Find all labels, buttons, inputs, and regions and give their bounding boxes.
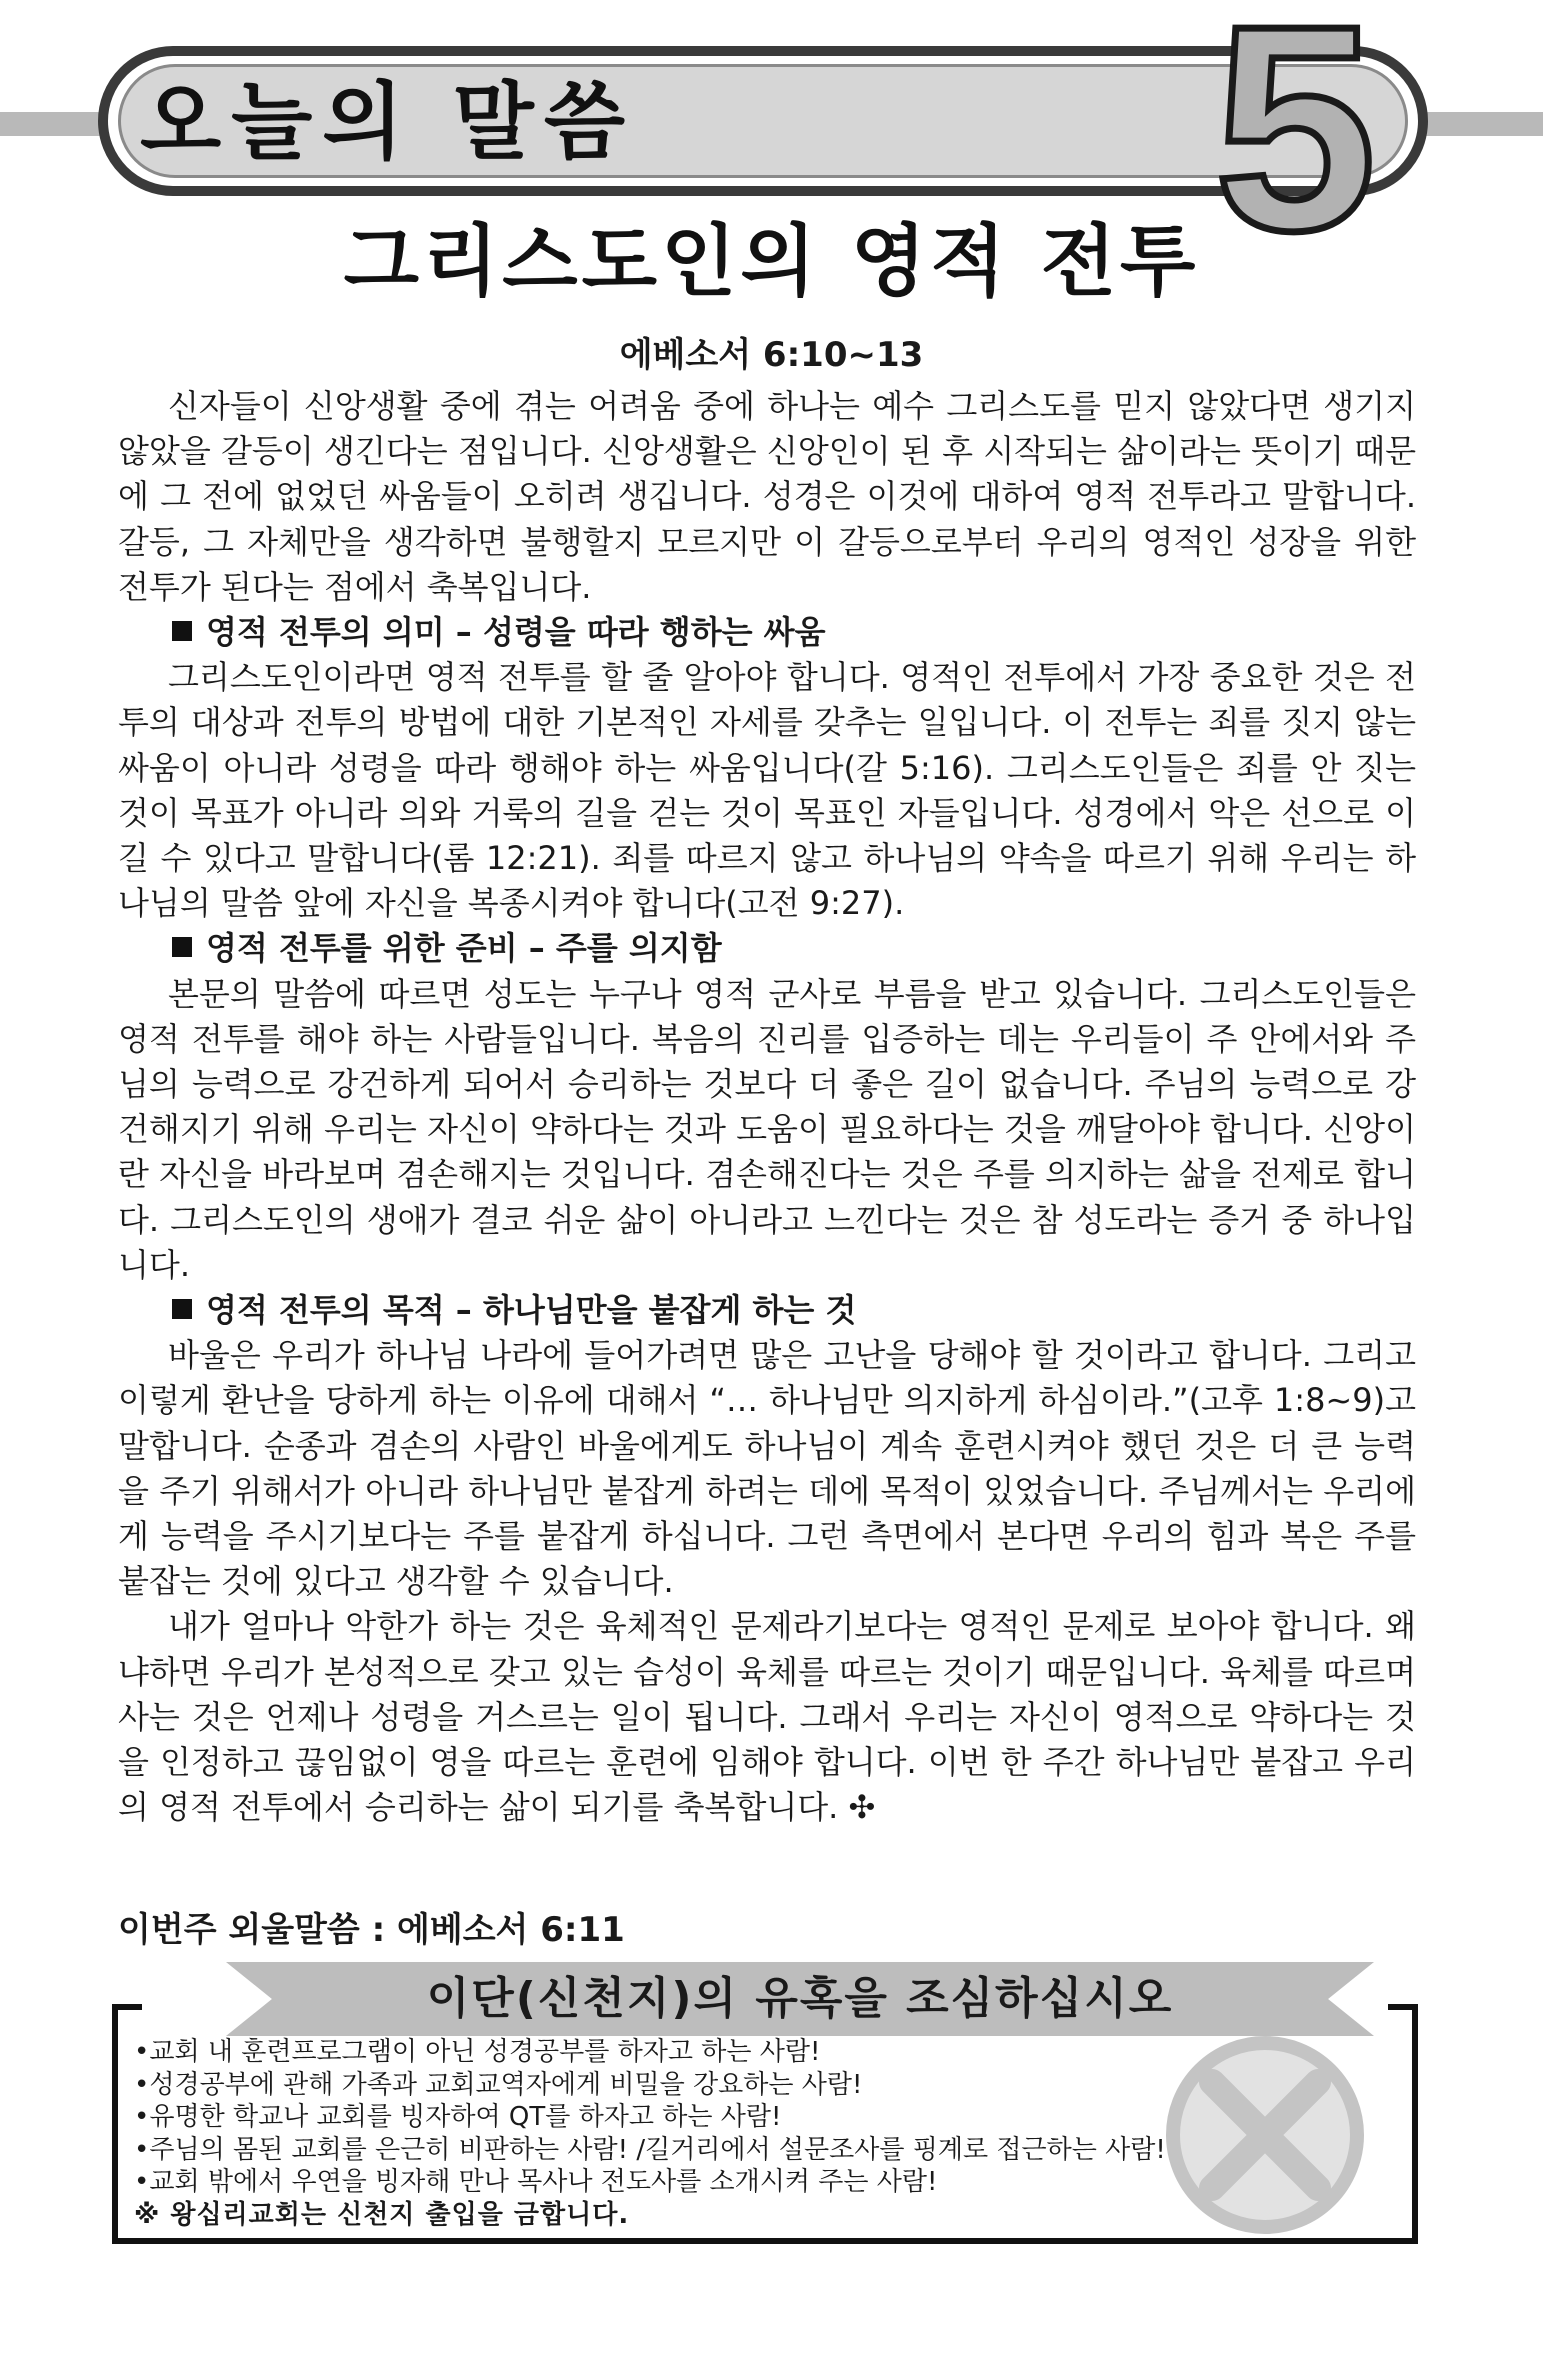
- square-bullet-icon: [172, 621, 192, 641]
- warning-item: •교회 내 훈련프로그램이 아닌 성경공부를 하자고 하는 사람!: [134, 2037, 821, 2067]
- section-paragraph: 내가 얼마나 악한가 하는 것은 육체적인 문제라기보다는 영적인 문제로 보아야 합니다. 왜냐하면 우리가 본성적으로 갖고 있는 습성이 육체를 따르는 것이기 때문입니다. 육체를 따르며 사는 것은 언제나 성령을 거스르는 일이 됩니다. 그래서 우리는 자신이 영적으로 약하다는 것을 인정하고 끊임없이 영을 따르는 훈련에 임해야 합니다. 이번 한 주간 하나님만 붙잡고 우리의 영적 전투에서 승리하는 삶이 되기를 축복합니다. ✣: [118, 1607, 1416, 1827]
- square-bullet-icon: [172, 1299, 192, 1319]
- memory-verse: 이번주 외울말씀 : 에베소서 6:11: [118, 1910, 625, 1950]
- warning-box-corner: [112, 2004, 142, 2010]
- warning-box-corner: [1388, 2004, 1418, 2010]
- sermon-body: [118, 384, 1416, 1831]
- section-title: 오늘의 말씀: [140, 73, 635, 171]
- warning-note: ※ 왕십리교회는 신천지 출입을 금합니다.: [134, 2199, 630, 2230]
- warning-title: 이단(신천지)의 유혹을 조심하십시오: [426, 1973, 1174, 2024]
- section-heading: 영적 전투를 위한 준비 – 주를 의지함: [118, 926, 1416, 971]
- page-number: 5: [1214, 0, 1377, 291]
- warning-list: [134, 2036, 1394, 2231]
- section-paragraph: 바울은 우리가 하나님 나라에 들어가려면 많은 고난을 당해야 할 것이라고 합니다. 그리고 이렇게 환난을 당하게 하는 이유에 대해서 “… 하나님만 의지하게 하심이라.”(고후 1:8~9)고 말합니다. 순종과 겸손의 사람인 바울에게도 하나님이 계속 훈련시켜야 했던 것은 더 큰 능력을 주기 위해서가 아니라 하나님만 붙잡게 하려는 데에 목적이 있었습니다. 주님께서는 우리에게 능력을 주시기보다는 주를 붙잡게 하십니다. 그런 측면에서 본다면 우리의 힘과 복은 주를 붙잡는 것에 있다고 생각할 수 있습니다.: [118, 1336, 1416, 1601]
- warning-item: •유명한 학교나 교회를 빙자하여 QT를 하자고 하는 사람!: [134, 2102, 782, 2132]
- intro-paragraph: 신자들이 신앙생활 중에 겪는 어려움 중에 하나는 예수 그리스도를 믿지 않았다면 생기지 않았을 갈등이 생긴다는 점입니다. 신앙생활은 신앙인이 된 후 시작되는 삶이라는 뜻이기 때문에 그 전에 없었던 싸움들이 오히려 생깁니다. 성경은 이것에 대하여 영적 전투라고 말합니다. 갈등, 그 자체만을 생각하면 불행할지 모르지만 이 갈등으로부터 우리의 영적인 성장을 위한 전투가 된다는 점에서 축복입니다.: [118, 387, 1416, 606]
- warning-item: •교회 밖에서 우연을 빙자해 만나 목사나 전도사를 소개시켜 주는 사람!: [134, 2167, 938, 2197]
- section-paragraph: 본문의 말씀에 따르면 성도는 누구나 영적 군사로 부름을 받고 있습니다. 그리스도인들은 영적 전투를 해야 하는 사람들입니다. 복음의 진리를 입증하는 데는 우리들이 주 안에서와 주님의 능력으로 강건하게 되어서 승리하는 것보다 더 좋은 길이 없습니다. 주님의 능력으로 강건해지기 위해 우리는 자신이 약하다는 것과 도움이 필요하다는 것을 깨달아야 합니다. 신앙이란 자신을 바라보며 겸손해지는 것입니다. 겸손해진다는 것은 주를 의지하는 삶을 전제로 합니다. 그리스도인의 생애가 결코 쉬운 삶이 아니라고 느낀다는 것은 참 성도라는 증거 중 하나입니다.: [118, 974, 1416, 1284]
- warning-item: •성경공부에 관해 가족과 교회교역자에게 비밀을 강요하는 사람!: [134, 2069, 863, 2100]
- section-paragraph: 그리스도인이라면 영적 전투를 할 줄 알아야 합니다. 영적인 전투에서 가장 중요한 것은 전투의 대상과 전투의 방법에 대한 기본적인 자세를 갖추는 일입니다. 이 전투는 죄를 짓지 않는 싸움이 아니라 성령을 따라 행해야 하는 싸움입니다(갈 5:16). 그리스도인들은 죄를 안 짓는 것이 목표가 아니라 의와 거룩의 길을 걷는 것이 목표인 자들입니다. 성경에서 악은 선으로 이길 수 있다고 말합니다(롬 12:21). 죄를 따르지 않고 하나님의 약속을 따르기 위해 우리는 하나님의 말씀 앞에 자신을 복종시켜야 합니다(고전 9:27).: [118, 658, 1416, 923]
- square-bullet-icon: [172, 937, 192, 957]
- warning-item: •주님의 몸된 교회를 은근히 비판하는 사람! /길거리에서 설문조사를 핑계로 접근하는 사람!: [134, 2134, 1166, 2165]
- section-heading: 영적 전투의 목적 – 하나님만을 붙잡게 하는 것: [118, 1288, 1416, 1333]
- section-heading: 영적 전투의 의미 – 성령을 따라 행하는 싸움: [118, 610, 1416, 655]
- sermon-title: 그리스도인의 영적 전투: [343, 217, 1200, 307]
- scripture-reference: 에베소서 6:10~13: [619, 335, 924, 375]
